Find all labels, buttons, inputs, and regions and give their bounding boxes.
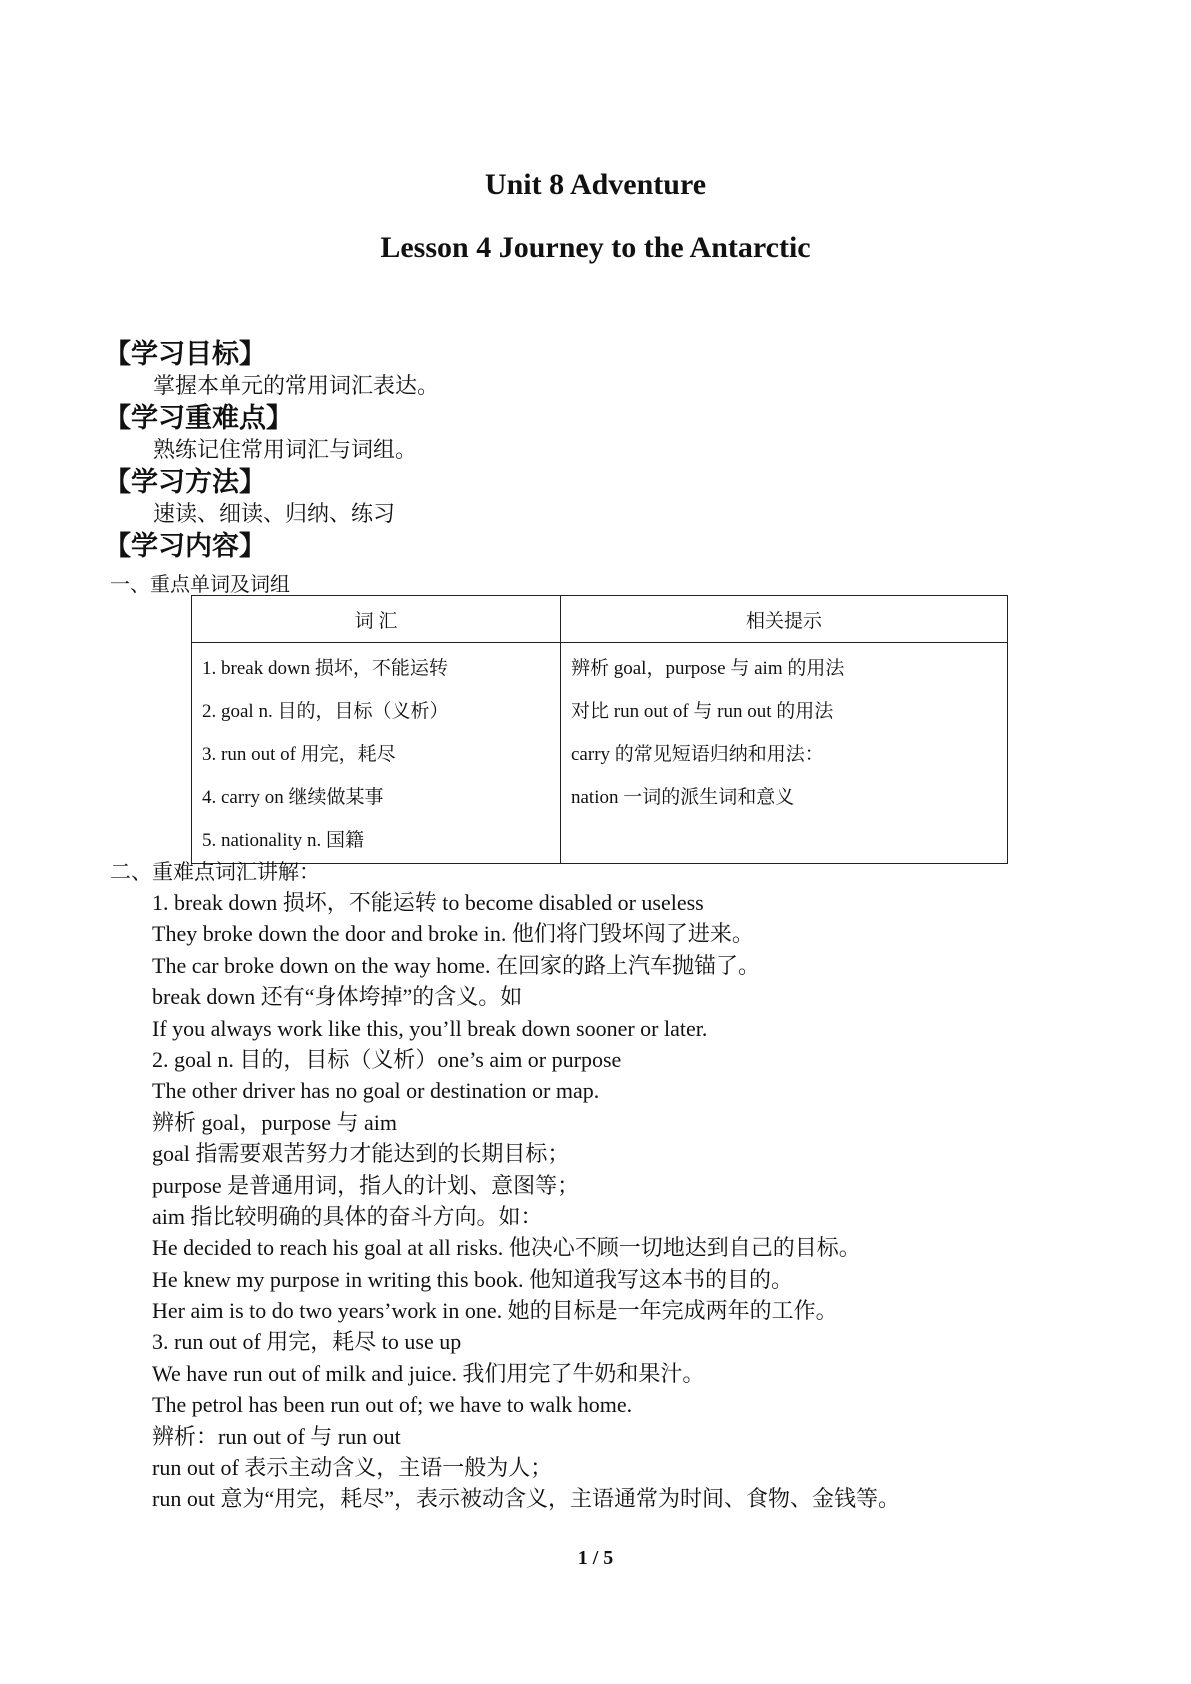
section-body-goals: 掌握本单元的常用词汇表达。 (153, 373, 440, 398)
hint-item: carry 的常见短语归纳和用法： (571, 744, 824, 765)
explanation-line: run out of 表示主动含义，主语一般为人； (152, 1455, 553, 1481)
explanation-line: He knew my purpose in writing this book. 他知道我写这本书的目的。 (152, 1266, 794, 1292)
vocab-item: 5. nationality n. 国籍 (202, 830, 365, 851)
hint-item: 辨析 goal，purpose 与 aim 的用法 (571, 658, 845, 679)
section-heading-methods: 【学习方法】 (104, 467, 266, 497)
vocab-item: 2. goal n. 目的，目标（义析） (202, 701, 449, 722)
page-number: 1 / 5 (577, 1547, 614, 1569)
explanation-line: 1. break down 损坏，不能运转 to become disabled or useless (152, 890, 704, 915)
explanation-line: He decided to reach his goal at all risks. 他决心不顾一切地达到自己的目标。 (152, 1235, 861, 1261)
table-header-vocab: 词 汇 (192, 596, 561, 643)
explanation-line: goal 指需要艰苦努力才能达到的长期目标； (152, 1141, 570, 1167)
explanation-line: aim 指比较明确的具体的奋斗方向。如： (152, 1203, 543, 1229)
explanation-line: 2. goal n. 目的，目标（义析）one’s aim or purpose (152, 1046, 622, 1072)
section-heading-goals: 【学习目标】 (104, 339, 266, 369)
hint-item: 对比 run out of 与 run out 的用法 (571, 701, 834, 722)
study-sections (104, 336, 1110, 564)
table-header-row (192, 596, 1008, 643)
table-row (192, 643, 1008, 864)
vocab-table (191, 595, 1008, 864)
explanation-line: run out 意为“用完，耗尽”，表示被动含义，主语通常为时间、食物、金钱等。 (152, 1486, 900, 1512)
explanation-block (152, 887, 1102, 1515)
explanation-line: 3. run out of 用完，耗尽 to use up (152, 1329, 462, 1355)
part1-title: 一、重点单词及词组 (110, 574, 290, 596)
hint-item: nation 一词的派生词和意义 (571, 787, 795, 808)
section-body-methods: 速读、细读、归纳、练习 (153, 501, 396, 526)
explanation-line: We have run out of milk and juice. 我们用完了牛奶和果汁。 (152, 1360, 705, 1386)
vocab-item: 3. run out of 用完，耗尽 (202, 744, 396, 765)
section-body-key-points: 熟练记住常用词汇与词组。 (153, 437, 418, 462)
section-heading-key-points: 【学习重难点】 (104, 403, 293, 433)
explanation-line: The other driver has no goal or destination or map. (152, 1078, 600, 1104)
explanation-line: break down 还有“身体垮掉”的含义。如 (152, 984, 523, 1010)
document-subtitle: Lesson 4 Journey to the Antarctic (380, 231, 811, 264)
table-header-hints: 相关提示 (561, 596, 1008, 643)
explanation-line: If you always work like this, you’ll break down sooner or later. (152, 1015, 708, 1041)
vocab-item: 4. carry on 继续做某事 (202, 787, 384, 808)
vocab-item: 1. break down 损坏，不能运转 (202, 658, 448, 679)
part2-title: 二、重难点词汇讲解： (110, 860, 320, 884)
explanation-line: 辨析：run out of 与 run out (152, 1423, 401, 1449)
explanation-line: Her aim is to do two years’work in one. 她的目标是一年完成两年的工作。 (152, 1298, 838, 1324)
explanation-line: 辨析 goal，purpose 与 aim (152, 1109, 398, 1135)
vocab-column (192, 643, 561, 864)
explanation-line: They broke down the door and broke in. 他们将门毁坏闯了进来。 (152, 921, 754, 947)
document-title: Unit 8 Adventure (484, 168, 707, 201)
explanation-line: The car broke down on the way home. 在回家的路上汽车抛锚了。 (152, 952, 760, 978)
hints-column (561, 643, 1008, 864)
section-heading-content: 【学习内容】 (104, 531, 266, 561)
explanation-line: purpose 是普通用词，指人的计划、意图等； (152, 1172, 580, 1198)
explanation-line: The petrol has been run out of; we have to walk home. (152, 1392, 633, 1418)
